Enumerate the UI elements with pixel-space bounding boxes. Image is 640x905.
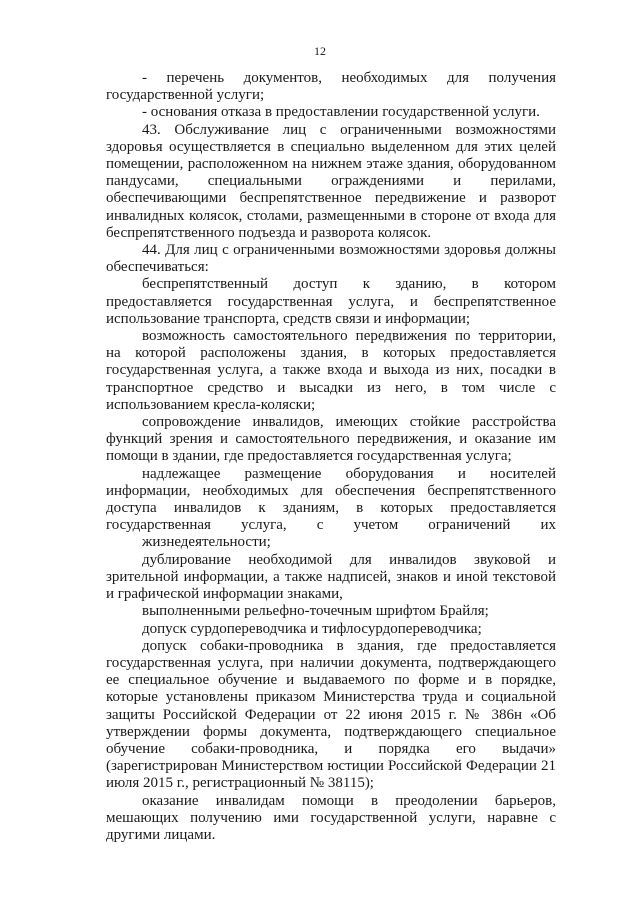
list-item-barrier-help: оказание инвалидам помощи в преодолении барьеров, мешающих получению ими государственной услуги, наравне с другими лицами. bbox=[106, 792, 556, 843]
list-item-documents: - перечень документов, необходимых для получения государственной услуги; bbox=[106, 70, 556, 104]
list-item-interpreter: допуск сурдопереводчика и тифлосурдопереводчика; bbox=[142, 620, 482, 637]
document-body bbox=[106, 70, 556, 844]
list-item-refusal-grounds: - основания отказа в предоставлении государственной услуги. bbox=[142, 104, 540, 121]
list-item-equipment-continued: жизнедеятельности; bbox=[142, 534, 271, 551]
paragraph-44: 44. Для лиц с ограниченными возможностями здоровья должны обеспечиваться: bbox=[106, 242, 556, 276]
list-item-braille: выполненными рельефно-точечным шрифтом Брайля; bbox=[142, 603, 489, 620]
list-item-movement: возможность самостоятельного передвижения по территории, на которой расположены здания, в которых предоставляется государственная услуга, а также входа и выхода из них, посадки в транспортное средство и высадки из него, в том числе с использованием кресла-коляски; bbox=[106, 328, 556, 413]
list-item-guide-dog: допуск собаки-проводника в здания, где предоставляется государственная услуга, при наличии документа, подтверждающего ее специальное обучение и выдаваемого по форме и в порядке, которые установлены приказом Министерства труда и социальной защиты Российской Федерации от 22 июня 2015 г. № 386н «Об утверждении формы документа, подтверждающего специальное обучение собаки-проводника, и порядка его выдачи» (зарегистрирован Министерством юстиции Российской Федерации 21 июля 2015 г., регистрационный № 38115); bbox=[106, 637, 556, 792]
list-item-access: беспрепятственный доступ к зданию, в котором предоставляется государственная услуга, и беспрепятственное использование транспорта, средств связи и информации; bbox=[106, 276, 556, 327]
paragraph-43: 43. Обслуживание лиц с ограниченными возможностями здоровья осуществляется в специально выделенном для этих целей помещении, расположенном на нижнем этаже здания, оборудованном пандусами, специальными ограждениями и перилами, обеспечивающими беспрепятственное передвижение и разворот инвалидных колясок, столами, размещенными в стороне от входа для беспрепятственного подъезда и разворота колясок. bbox=[106, 121, 556, 241]
page-number: 12 bbox=[314, 44, 326, 58]
list-item-equipment: надлежащее размещение оборудования и носителей информации, необходимых для обеспечения беспрепятственного доступа инвалидов к зданиям, в которых предоставляется государственная услуга, с учетом ограничений их bbox=[106, 465, 556, 534]
list-item-duplication: дублирование необходимой для инвалидов звуковой и зрительной информации, а также надписей, знаков и иной текстовой и графической информации знаками, bbox=[106, 551, 556, 603]
list-item-escort: сопровождение инвалидов, имеющих стойкие расстройства функций зрения и самостоятельного передвижения, и оказание им помощи в здании, где предоставляется государственная услуга; bbox=[106, 414, 556, 465]
